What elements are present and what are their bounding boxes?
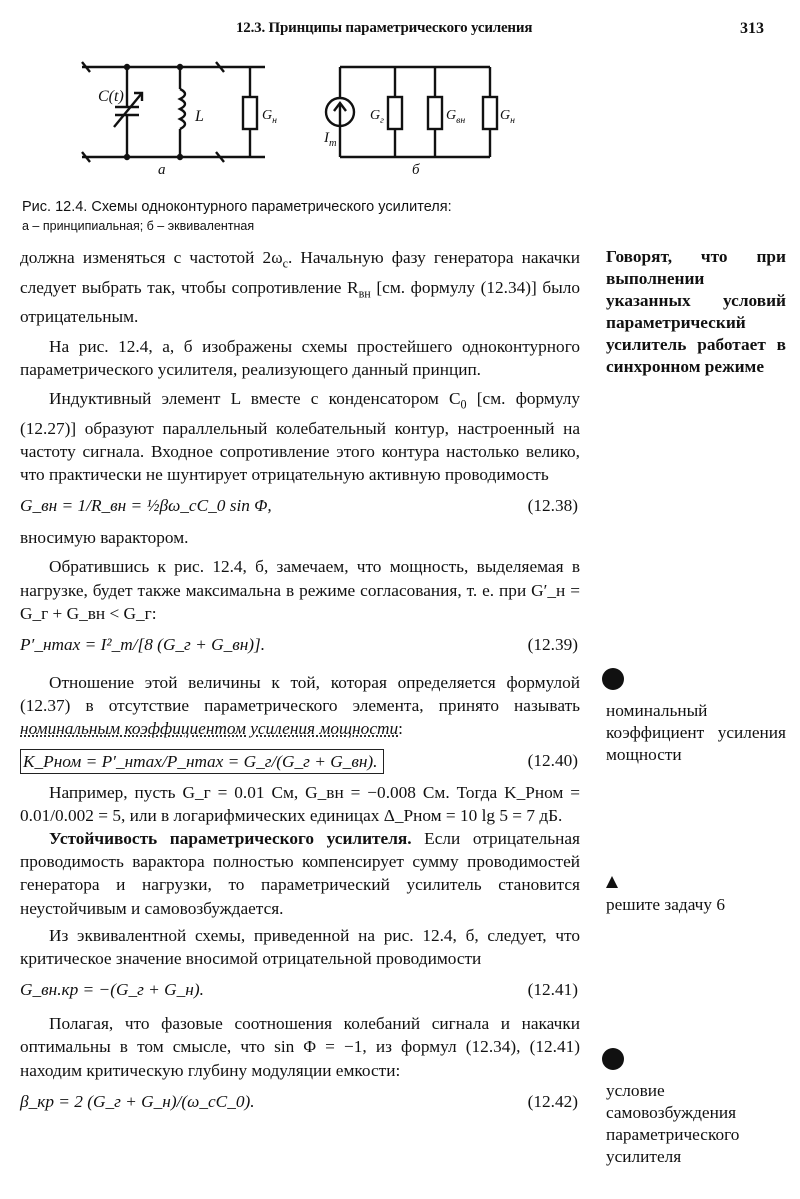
paragraph-6: Отношение этой величины к той, которая определяется формулой (12.37) в отсутствие параметрического элемента, принято называть номинальным коэффициентом усиления мощности: [20,673,580,739]
equation-12-39: P′_нmax = I²_m/[8 (G_г + G_вн)]. (12.39) [20,635,578,654]
label-current: $I_m$ [324,130,337,149]
paragraph-8: Устойчивость параметрического усилителя. Если отрицательная проводимость варактора полностью компенсирует сумму проводимостей генератора и нагрузки, то параметрический усилитель становится неустойчивым и самовозбуждается. [20,829,580,918]
equation-12-41: G_вн.кр = −(G_г + G_н). (12.41) [20,980,578,1000]
circuit-b [326,67,497,157]
page-number: 313 [740,20,764,37]
caption-line-1: Рис. 12.4. Схемы одноконтурного параметрического усилителя: [22,199,452,215]
label-load-a: $G_н$ [262,108,277,126]
equation-12-38: G_вн = 1/R_вн = ½βω_cC_0 sin Φ, (12.38) [20,496,578,516]
paragraph-3: Индуктивный элемент L вместе с конденсатором $C_0$ [см. формулу (12.27)] образуют параллельный колебательный контур, настроенный на частоту сигнала. Входное сопротивление этого контура настолько велико, что практически не шунтирует отрицательную активную проводимость [20,388,580,484]
paragraph-4: вносимую варактором. [20,528,189,548]
header-title: 12.3. Принципы параметрического усиления [236,20,533,36]
paragraph-9: Из эквивалентной схемы, приведенной на рис. 12.4, б, следует, что критическое значение вносимой отрицательной проводимости [20,925,580,969]
margin-note-gain: номинальный коэффициент усиления мощности [606,701,786,764]
equation-12-40: K_Pном = P′_нmax/P_нmax = G_г/(G_г + G_вн). (12.40) [20,749,580,773]
label-fig-b: б [412,162,420,178]
label-fig-a: a [158,162,166,178]
circuit-a [82,62,265,162]
label-capacitor: C(t) [98,88,124,105]
paragraph-10: Полагая, что фазовые соотношения колебаний сигнала и накачки оптимальны в том смысле, что sin Φ = −1, из формул (12.34), (12.41) находим критическую глубину модуляции емкости: [20,1014,580,1080]
paragraph-1: должна изменяться с частотой $2\omega_c$. Начальную фазу генератора накачки следует выбрать так, чтобы сопротивление $R_{вн}$ [см. формулу (12.34)] было отрицательным. [20,248,581,327]
caption-line-2: а – принципиальная; б – эквивалентная [22,219,255,233]
margin-note-synchronous: Говорят, что при выполнении указанных условий параметрический усилитель работает в синхронном режиме [606,247,786,376]
paragraph-5: Обратившись к рис. 12.4, б, замечаем, что мощность, выделяемая в нагрузке, будет также максимальна в режиме согласования, т. е. при G′_н = G_г + G_вн < G_г: [20,557,580,623]
label-generator: $G_г$ [370,108,384,126]
label-inductor: L [195,108,204,125]
equation-12-42: β_кр = 2 (G_г + G_н)/(ω_cC_0). (12.42) [20,1091,578,1111]
bullet-circle-icon [602,1048,624,1070]
label-introduced: $G_{вн}$ [446,108,466,126]
main-text [20,246,580,1122]
triangle-icon [606,876,618,888]
label-load-b: $G_н$ [500,108,515,126]
margin-note-self-excitation: условие самовозбуждения параметрического усилителя [606,1081,740,1166]
margin-note-task: решите задачу 6 [606,895,725,914]
running-header [0,14,800,42]
figure-caption [22,198,602,236]
paragraph-2: На рис. 12.4, а, б изображены схемы простейшего одноконтурного параметрического усилителя, реализующего данный принцип. [20,336,580,379]
paragraph-7: Например, пусть G_г = 0.01 См, G_вн = −0.008 См. Тогда K_Pном = 0.01/0.002 = 5, или в логарифмических единицах Δ_Pном = 10 lg 5 = 7 дБ. [20,782,580,825]
bullet-circle-icon [602,668,624,690]
